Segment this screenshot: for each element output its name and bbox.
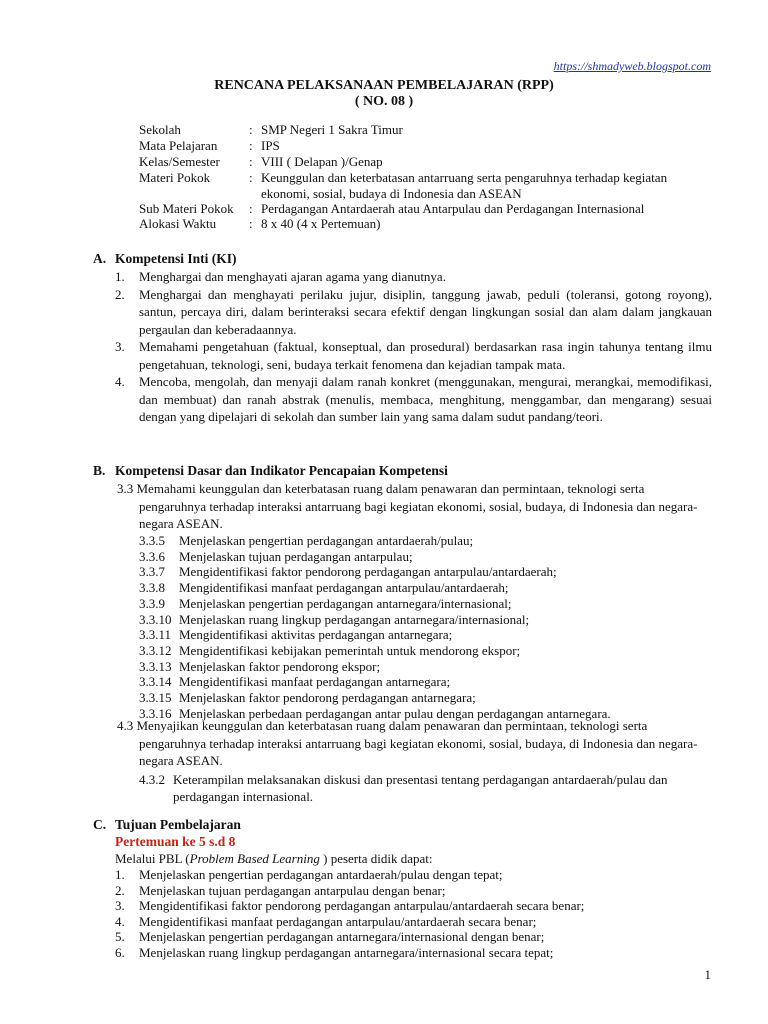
learning-objective-list bbox=[115, 867, 712, 961]
intro-text: Melalui PBL ( bbox=[115, 851, 190, 866]
indicator-row bbox=[139, 564, 611, 580]
indicator-4-3-2 bbox=[139, 771, 709, 805]
meta-key: Sekolah bbox=[139, 122, 181, 137]
indicator-number: 3.3.7 bbox=[139, 564, 165, 580]
item-number: 1. bbox=[115, 269, 125, 284]
indicator-text: Mengidentifikasi manfaat perdagangan antarnegara; bbox=[179, 674, 451, 690]
meta-sep: : bbox=[249, 170, 253, 185]
blog-url-link[interactable]: https://shmadyweb.blogspot.com bbox=[553, 59, 711, 73]
document-title: RENCANA PELAKSANAAN PEMBELAJARAN (RPP) bbox=[214, 78, 554, 93]
list-item bbox=[115, 914, 712, 930]
indicator-text: Menjelaskan faktor pendorong ekspor; bbox=[179, 658, 381, 674]
indicator-text: Mengidentifikasi manfaat perdagangan antarpulau/antardaerah; bbox=[179, 580, 509, 596]
indicator-row bbox=[139, 659, 611, 675]
indicator-text: Menjelaskan ruang lingkup perdagangan antarnegara/internasional; bbox=[179, 611, 530, 627]
meta-sep: : bbox=[249, 122, 253, 137]
item-text: Menghargai dan menghayati perilaku jujur, disiplin, tanggung jawab, peduli (toleransi, gotong royong), santun, percaya diri, dalam berinteraksi secara efektif dengan lingkungan sosial dan alam dalam jangkauan pergaulan dan keberadaannya. bbox=[139, 286, 712, 337]
indicator-text: Mengidentifikasi kebijakan pemerintah untuk mendorong ekspor; bbox=[179, 642, 521, 658]
kd-text: 3.3 Memahami keunggulan dan keterbatasan ruang dalam penawaran dan permintaan, teknologi serta pengaruhnya terhadap interaksi antarruang bagi kegiatan ekonomi, sosial, budaya, di Indonesia dan negara-negara ASEAN. bbox=[117, 481, 698, 531]
indicator-number: 4.3.2 bbox=[139, 772, 165, 787]
kd-3-3 bbox=[117, 480, 712, 533]
item-number: 3. bbox=[115, 898, 125, 914]
meta-sep: : bbox=[249, 154, 253, 169]
item-text: Mengidentifikasi faktor pendorong perdagangan antarpulau/antardaerah secara benar; bbox=[139, 898, 585, 914]
learning-intro bbox=[115, 851, 433, 867]
indicator-number: 3.3.12 bbox=[139, 642, 172, 658]
list-item bbox=[115, 883, 712, 899]
indicator-list-3-3 bbox=[139, 533, 611, 721]
meta-sep: : bbox=[249, 201, 253, 216]
indicator-row bbox=[139, 627, 611, 643]
indicator-text: Menjelaskan pengertian perdagangan antardaerah/pulau; bbox=[179, 533, 474, 548]
meta-sep: : bbox=[249, 216, 253, 231]
kd-4-3 bbox=[117, 717, 712, 770]
list-item bbox=[115, 268, 712, 286]
indicator-number: 3.3.11 bbox=[139, 627, 172, 643]
indicator-row bbox=[139, 533, 611, 549]
indicator-row bbox=[139, 580, 611, 596]
indicator-row bbox=[139, 771, 709, 805]
item-text: Menghargai dan menghayati ajaran agama yang dianutnya. bbox=[139, 269, 446, 284]
document-number: ( NO. 08 ) bbox=[354, 94, 414, 109]
list-item bbox=[115, 373, 712, 426]
indicator-text: Keterampilan melaksanakan diskusi dan presentasi tentang perdagangan antardaerah/pulau dan perdagangan internasional. bbox=[173, 772, 668, 804]
indicator-number: 3.3.15 bbox=[139, 690, 172, 706]
indicator-text: Menjelaskan tujuan perdagangan antarpulau; bbox=[179, 548, 413, 564]
section-title: Kompetensi Inti (KI) bbox=[115, 251, 237, 266]
core-competency-list bbox=[115, 268, 712, 426]
item-number: 6. bbox=[115, 944, 125, 960]
indicator-text: Menjelaskan faktor pendorong perdagangan antarnegara; bbox=[179, 690, 476, 706]
section-letter: C. bbox=[93, 817, 107, 832]
item-number: 2. bbox=[115, 286, 125, 302]
item-text: Memahami pengetahuan (faktual, konseptual, dan prosedural) berdasarkan rasa ingin tahunya tentang ilmu pengetahuan, teknologi, seni, budaya terkait fenomena dan kejadian tampak mata. bbox=[139, 339, 712, 372]
list-item bbox=[115, 898, 712, 914]
item-text: Mengidentifikasi manfaat perdagangan antarpulau/antardaerah secara benar; bbox=[139, 913, 537, 929]
indicator-number: 3.3.6 bbox=[139, 548, 165, 564]
indicator-row bbox=[139, 549, 611, 565]
kd-text: 4.3 Menyajikan keunggulan dan keterbatasan ruang dalam penawaran dan permintaan, teknologi serta pengaruhnya terhadap interaksi antarruang bagi kegiatan ekonomi, sosial, budaya, di Indonesia dan negara-negara ASEAN. bbox=[117, 718, 698, 768]
indicator-number: 3.3.10 bbox=[139, 611, 172, 627]
item-text: Menjelaskan pengertian perdagangan antarnegara/internasional dengan benar; bbox=[139, 929, 545, 945]
meta-value: VIII ( Delapan )/Genap bbox=[261, 154, 383, 169]
meta-value: 8 x 40 (4 x Pertemuan) bbox=[261, 216, 381, 231]
item-text: Menjelaskan pengertian perdagangan antardaerah/pulau dengan tepat; bbox=[139, 867, 503, 882]
indicator-row bbox=[139, 612, 611, 628]
indicator-number: 3.3.8 bbox=[139, 580, 165, 596]
indicator-row bbox=[139, 643, 611, 659]
item-text: Menjelaskan tujuan perdagangan antarpulau dengan benar; bbox=[139, 882, 446, 898]
meta-key: Sub Materi Pokok bbox=[139, 201, 234, 216]
indicator-number: 3.3.5 bbox=[139, 533, 165, 548]
indicator-number: 3.3.13 bbox=[139, 658, 172, 674]
section-b-heading bbox=[93, 463, 448, 479]
item-number: 1. bbox=[115, 867, 125, 882]
item-number: 4. bbox=[115, 374, 125, 389]
page-number: 1 bbox=[704, 967, 711, 982]
section-letter: A. bbox=[93, 251, 107, 266]
meta-value: SMP Negeri 1 Sakra Timur bbox=[261, 122, 403, 137]
meta-value: Perdagangan Antardaerah atau Antarpulau dan Perdagangan Internasional bbox=[261, 201, 645, 216]
item-text: Menjelaskan ruang lingkup perdagangan antarnegara/internasional secara tepat; bbox=[139, 944, 554, 960]
meta-key: Mata Pelajaran bbox=[139, 138, 218, 153]
meta-value: Keunggulan dan keterbatasan antarruang serta pengaruhnya terhadap kegiatan ekonomi, sosial, budaya di Indonesia dan ASEAN bbox=[261, 170, 668, 201]
indicator-number: 3.3.14 bbox=[139, 674, 172, 690]
list-item bbox=[115, 929, 712, 945]
section-title: Tujuan Pembelajaran bbox=[115, 817, 241, 832]
indicator-text: Mengidentifikasi faktor pendorong perdagangan antarpulau/antardaerah; bbox=[179, 564, 557, 580]
list-item bbox=[115, 867, 712, 883]
meeting-label: Pertemuan ke 5 s.d 8 bbox=[115, 834, 236, 849]
intro-text: ) peserta didik dapat: bbox=[319, 851, 433, 866]
indicator-text: Menjelaskan perbedaan perdagangan antar pulau dengan perdagangan antarnegara. bbox=[179, 705, 611, 721]
section-title: Kompetensi Dasar dan Indikator Pencapaian Kompetensi bbox=[115, 463, 448, 478]
list-item bbox=[115, 945, 712, 961]
indicator-number: 3.3.16 bbox=[139, 705, 172, 721]
indicator-text: Mengidentifikasi aktivitas perdagangan antarnegara; bbox=[179, 627, 453, 643]
meta-value: IPS bbox=[261, 138, 280, 153]
item-number: 2. bbox=[115, 882, 125, 898]
list-item bbox=[115, 338, 712, 373]
meta-key: Materi Pokok bbox=[139, 170, 211, 185]
indicator-row bbox=[139, 690, 611, 706]
item-number: 4. bbox=[115, 913, 125, 929]
indicator-row bbox=[139, 596, 611, 612]
item-number: 3. bbox=[115, 339, 125, 354]
meta-key: Alokasi Waktu bbox=[139, 216, 217, 231]
indicator-number: 3.3.9 bbox=[139, 595, 165, 611]
item-text: Mencoba, mengolah, dan menyaji dalam ranah konkret (menggunakan, mengurai, merangkai, memodifikasi, dan membuat) dan ranah abstrak (menulis, membaca, menghitung, menggambar, dan mengarang) sesuai dengan yang dipelajari di sekolah dan sumber lain yang sama dalam sudut pandang/teori. bbox=[139, 374, 712, 424]
list-item bbox=[115, 286, 712, 339]
meta-key: Kelas/Semester bbox=[139, 154, 220, 169]
indicator-text: Menjelaskan pengertian perdagangan antarnegara/internasional; bbox=[179, 595, 512, 611]
meta-sep: : bbox=[249, 138, 253, 153]
intro-emphasis: Problem Based Learning bbox=[189, 851, 320, 866]
section-letter: B. bbox=[93, 463, 106, 478]
section-c-heading bbox=[93, 817, 241, 833]
item-number: 5. bbox=[115, 929, 125, 945]
indicator-row bbox=[139, 674, 611, 690]
section-a-heading bbox=[93, 251, 237, 267]
